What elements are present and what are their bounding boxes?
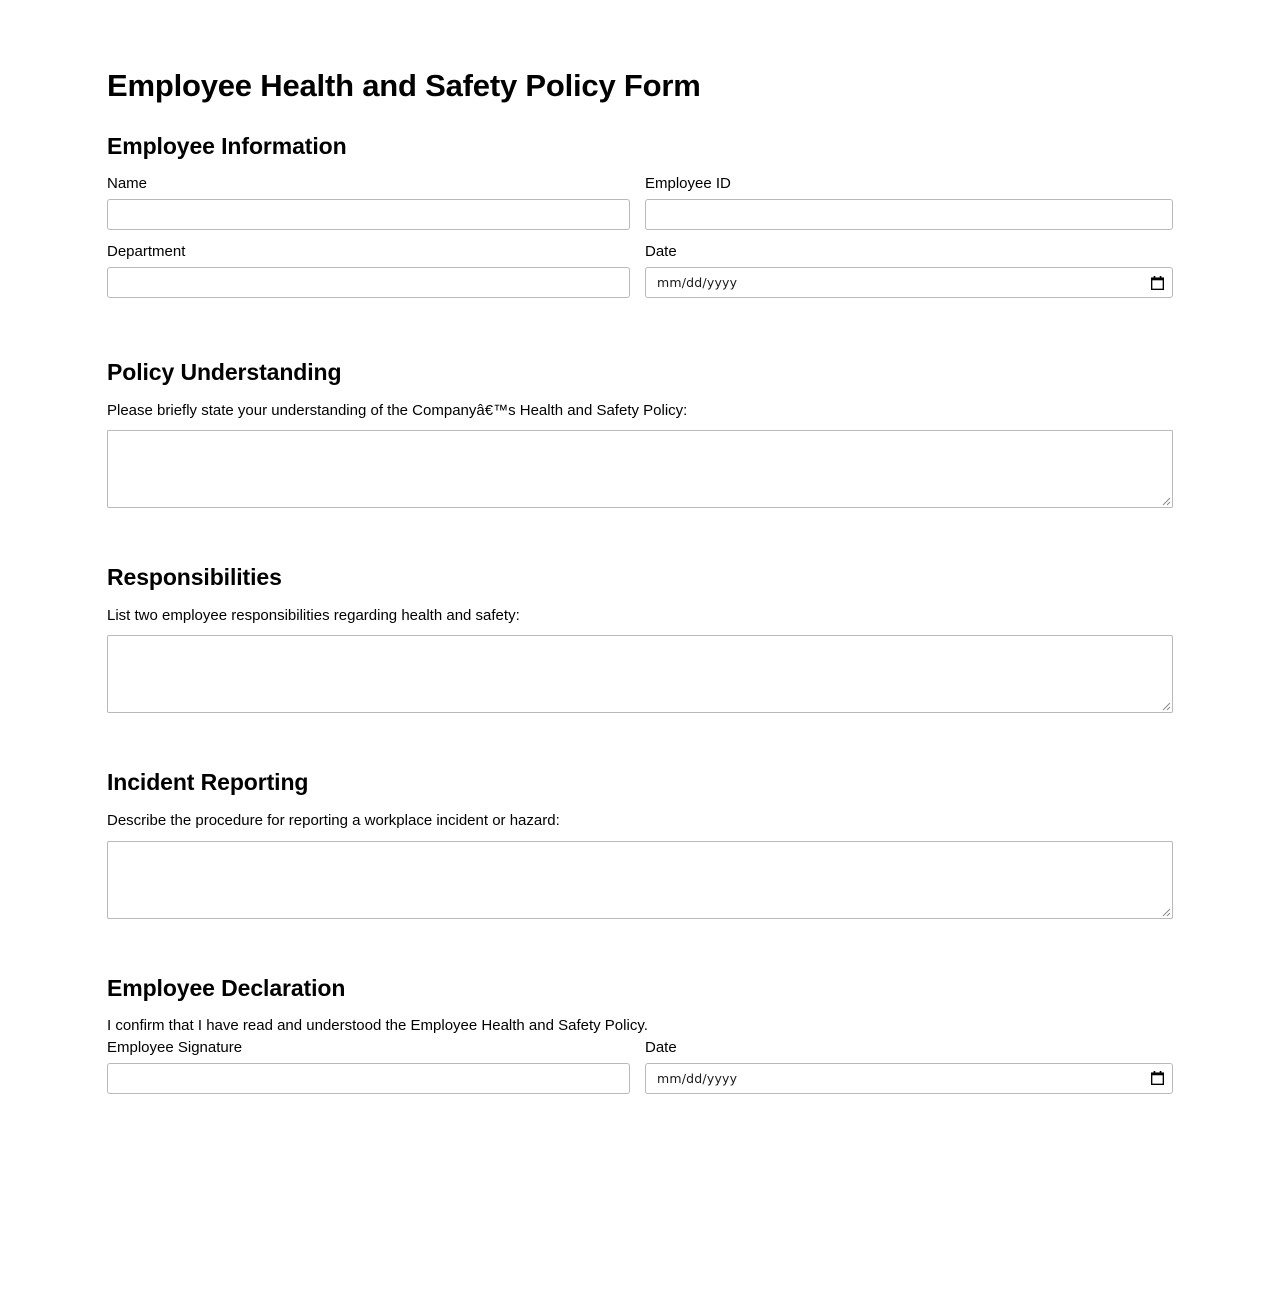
policy-understanding-field — [107, 430, 1173, 508]
name-label: Name — [107, 175, 148, 193]
declaration-date-placeholder-text: mm/dd/yyyy — [657, 1070, 738, 1086]
name-input[interactable] — [107, 199, 630, 230]
employee-information-grid — [107, 175, 1173, 311]
calendar-icon[interactable] — [1151, 1071, 1164, 1085]
incident-reporting-prompt: Describe the procedure for reporting a workplace incident or hazard: — [107, 811, 560, 829]
department-input[interactable] — [107, 267, 630, 298]
spacer — [107, 713, 1173, 769]
field-department — [107, 243, 630, 298]
field-date — [645, 243, 1173, 298]
spacer — [107, 508, 1173, 564]
section-heading-policy-understanding: Policy Understanding — [107, 359, 342, 386]
policy-understanding-prompt: Please briefly state your understanding of the Companyâ€™s Health and Safety Policy: — [107, 401, 688, 419]
date-label: Date — [645, 243, 677, 261]
employee-id-input[interactable] — [645, 199, 1173, 230]
employee-signature-label: Employee Signature — [107, 1038, 243, 1056]
page-title: Employee Health and Safety Policy Form — [107, 68, 701, 103]
section-heading-employee-declaration: Employee Declaration — [107, 974, 346, 1001]
date-placeholder-text: mm/dd/yyyy — [657, 275, 738, 291]
declaration-date-label: Date — [645, 1038, 677, 1056]
responsibilities-prompt: List two employee responsibilities regarding health and safety: — [107, 606, 520, 624]
calendar-icon[interactable] — [1151, 276, 1164, 290]
employee-signature-input[interactable] — [107, 1063, 630, 1094]
responsibilities-textarea[interactable] — [107, 635, 1173, 713]
declaration-date-input[interactable] — [645, 1063, 1173, 1094]
section-heading-incident-reporting: Incident Reporting — [107, 769, 309, 796]
section-heading-responsibilities: Responsibilities — [107, 564, 282, 591]
department-label: Department — [107, 243, 186, 261]
date-input[interactable] — [645, 267, 1173, 298]
field-employee-id — [645, 175, 1173, 230]
incident-reporting-field — [107, 841, 1173, 919]
declaration-grid — [107, 1039, 1173, 1107]
declaration-statement: I confirm that I have read and understood the Employee Health and Safety Policy. — [107, 1017, 648, 1035]
field-declaration-date — [645, 1039, 1173, 1094]
responsibilities-field — [107, 635, 1173, 713]
spacer — [107, 919, 1173, 975]
section-heading-employee-information: Employee Information — [107, 132, 347, 159]
policy-understanding-textarea[interactable] — [107, 430, 1173, 508]
field-name — [107, 175, 630, 230]
field-employee-signature — [107, 1039, 630, 1094]
employee-id-label: Employee ID — [645, 175, 731, 193]
incident-reporting-textarea[interactable] — [107, 841, 1173, 919]
